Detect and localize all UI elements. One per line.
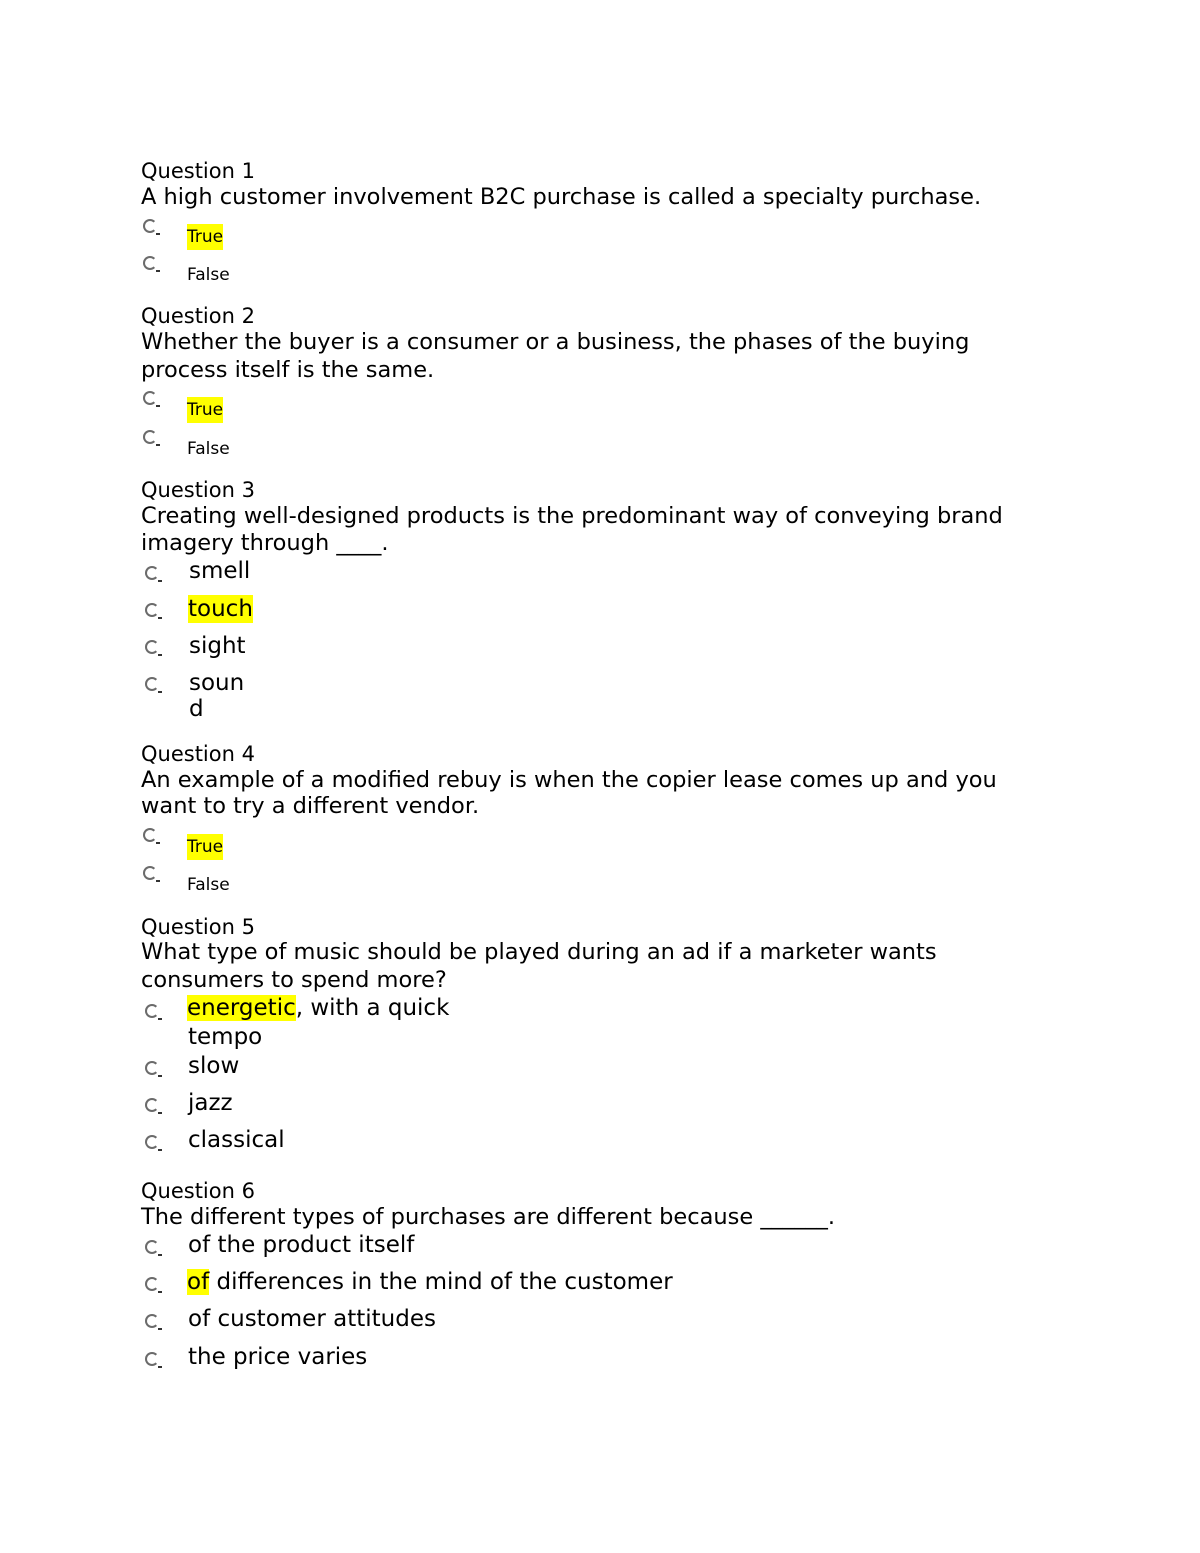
radio-button-icon[interactable] [145, 1098, 159, 1112]
option-label-continued: d [189, 696, 204, 722]
option-label-rest: , with a quick [295, 995, 450, 1021]
question-2-label: Question 2 [141, 304, 255, 328]
question-1-stem: A high customer involvement B2C purchase is called a specialty purchase. [141, 184, 982, 210]
question-3-stem-line-1: Creating well-designed products is the predominant way of conveying brand [141, 503, 1003, 529]
question-6-label: Question 6 [141, 1179, 255, 1203]
question-5-stem-line-1: What type of music should be played during an ad if a marketer wants [141, 939, 937, 965]
radio-button-icon[interactable] [143, 256, 157, 270]
option-label: slow [188, 1053, 240, 1079]
option-label: False [187, 439, 230, 459]
question-2-stem-line-1: Whether the buyer is a consumer or a business, the phases of the buying [141, 329, 970, 355]
radio-button-icon[interactable] [143, 828, 157, 842]
option-label: smell [189, 558, 251, 584]
question-6-stem: The different types of purchases are different because ______. [141, 1204, 836, 1230]
option-label: classical [188, 1127, 285, 1153]
question-4-stem-line-1: An example of a modified rebuy is when the copier lease comes up and you [141, 767, 997, 793]
radio-button-icon[interactable] [145, 1135, 159, 1149]
radio-button-icon[interactable] [143, 430, 157, 444]
question-5-label: Question 5 [141, 915, 255, 939]
radio-button-icon[interactable] [145, 1061, 159, 1075]
highlighted-answer: energetic [187, 995, 296, 1021]
radio-button-icon[interactable] [145, 677, 159, 691]
question-5-stem-line-2: consumers to spend more? [141, 967, 447, 993]
question-4-stem-line-2: want to try a different vendor. [141, 793, 480, 819]
option-label-continued: tempo [188, 1024, 263, 1050]
radio-button-icon[interactable] [145, 1314, 159, 1328]
option-label: soun [189, 670, 245, 696]
option-label: True [187, 834, 223, 860]
option-label [187, 1268, 673, 1296]
option-label: jazz [188, 1090, 233, 1116]
option-label: False [187, 875, 230, 895]
radio-button-icon[interactable] [143, 866, 157, 880]
option-label: sight [189, 633, 246, 659]
highlighted-answer: of [187, 1269, 210, 1295]
question-3-label: Question 3 [141, 478, 255, 502]
option-label: True [187, 224, 223, 250]
option-label [187, 994, 449, 1022]
radio-button-icon[interactable] [143, 219, 157, 233]
option-label: False [187, 265, 230, 285]
radio-button-icon[interactable] [145, 1277, 159, 1291]
radio-button-icon[interactable] [145, 1004, 159, 1018]
option-label: the price varies [188, 1344, 368, 1370]
radio-button-icon[interactable] [145, 1240, 159, 1254]
question-3-stem-line-2: imagery through ____. [141, 530, 389, 556]
radio-button-icon[interactable] [145, 1352, 159, 1366]
option-label: True [187, 397, 223, 423]
option-label: touch [188, 596, 253, 622]
radio-button-icon[interactable] [143, 391, 157, 405]
question-4-label: Question 4 [141, 742, 255, 766]
question-1-label: Question 1 [141, 159, 255, 183]
radio-button-icon[interactable] [145, 640, 159, 654]
radio-button-icon[interactable] [145, 566, 159, 580]
option-label: of customer attitudes [188, 1306, 436, 1332]
option-label-rest: differences in the mind of the customer [209, 1269, 673, 1295]
radio-button-icon[interactable] [145, 603, 159, 617]
question-2-stem-line-2: process itself is the same. [141, 357, 435, 383]
option-label: of the product itself [188, 1232, 415, 1258]
